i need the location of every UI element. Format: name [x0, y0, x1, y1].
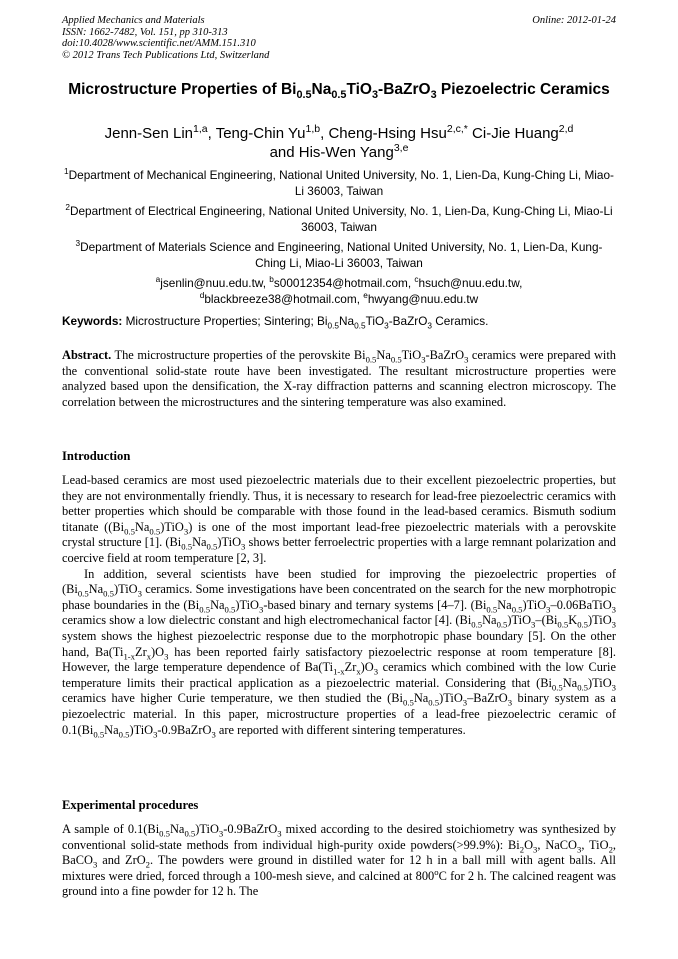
- section-heading-introduction: Introduction: [62, 449, 131, 463]
- online-date: Online: 2012-01-24: [532, 15, 616, 26]
- email-link[interactable]: hsuch@nuu.edu.tw: [418, 276, 520, 290]
- author-name: His-Wen Yang: [298, 144, 394, 161]
- author-list: Jenn-Sen Lin$^{1,a}$, Teng-Chin Yu$^{1,b}$, Cheng-Hsing Hsu$^{2,c,*}$ Ci-Jie Huang$^{2,d}$ and His-Wen Yang$^{3,e}$: [104, 123, 574, 161]
- author-name: Jenn-Sen Lin: [104, 125, 194, 142]
- journal-copyright: © 2012 Trans Tech Publications Ltd, Switzerland: [62, 49, 270, 61]
- journal-name: Applied Mechanics and Materials: [62, 15, 205, 26]
- affiliation-2: $^2$Department of Electrical Engineering, National United University, No. 1, Lien-Da, Kung-Ching Li, Miao-Li 36003, Taiwan: [65, 203, 613, 234]
- affiliation-1: $^1$Department of Mechanical Engineering, National United University, No. 1, Lien-Da, Kung-Ching Li, Miao-Li 36003, Taiwan: [64, 167, 614, 198]
- paper-title: Microstructure Properties of $Bi_{0.5}Na_{0.5}TiO_3-BaZrO_3$ Piezoelectric Ceramics: [68, 81, 610, 102]
- journal-header: [62, 15, 616, 61]
- email-link[interactable]: blackbreeze38@hotmail.com: [204, 291, 357, 306]
- keywords: Keywords: Microstructure Properties; Sintering; $Bi_{0.5}Na_{0.5}TiO_3-BaZrO_3$ Ceramics.: [62, 314, 489, 331]
- abstract: Abstract. The microstructure properties of the perovskite $Bi_{0.5}Na_{0.5}TiO_3-BaZrO_3$ ceramics were prepared with the conventional solid-state route have been investigated. The resultant microstructure properties were analyzed based upon the densification, the X-ray diffraction patterns and scanning electron microscopy. The correlation between the microstructures and the sintering temperature was also examined.: [62, 348, 616, 409]
- section-heading-experimental: Experimental procedures: [62, 798, 199, 812]
- journal-issn: ISSN: 1662-7482, Vol. 151, pp 310-313: [62, 26, 228, 38]
- experimental-body: A sample of $0.1(Bi_{0.5}Na_{0.5})TiO_3-0.9BaZrO_3$ mixed according to the desired stoichiometry was synthesized by conventional solid-state methods from individual high-purity oxide powders(>99.9%): $Bi_2O_3$, NaCO$_3$, TiO$_2$, BaCO$_3$ and ZrO$_2$. The powders were ground in distilled water for 12 h in a ball mill with agent balls. All mixtures were dried, forced through a 100-mesh sieve, and calcined at 800$^o$C for 2 h. The calcined reagent was ground into a fine powder for 12 h. The: [62, 822, 617, 899]
- email-link[interactable]: hwyang@nuu.edu.tw: [367, 291, 479, 306]
- email-list: $^a$jsenlin@nuu.edu.tw, $^b$s00012354@hotmail.com, $^c$hsuch@nuu.edu.tw, $^d$blackbreeze38@hotmail.com, $^e$hwyang@nuu.edu.tw: [155, 275, 523, 306]
- journal-doi: doi:10.4028/www.scientific.net/AMM.151.310: [62, 38, 256, 50]
- email-link[interactable]: jsenlin@nuu.edu.tw: [160, 276, 263, 290]
- author-name: Ci-Jie Huang: [472, 125, 559, 142]
- author-name: Teng-Chin Yu: [215, 125, 306, 142]
- email-link[interactable]: s00012354@hotmail.com: [273, 276, 408, 290]
- affiliation-3: $^3$Department of Materials Science and Engineering, National United University, No. 1, Lien-Da, Kung-Ching Li, Miao-Li 36003, Taiwan: [75, 239, 603, 270]
- author-name: Cheng-Hsing Hsu: [328, 125, 447, 142]
- introduction-body: Lead-based ceramics are most used piezoelectric materials due to their excellent piezoelectric properties, but they are not environmentally friendly. Thus, it is necessary to research for lead-free piezoelectric ceramics with better properties which should be comparable with those found in the lead-based ceramics. Bismuth sodium titanate $((Bi_{0.5}Na_{0.5})TiO_3)$ is one of the most important lead-free piezoelectric materials with a perovskite crystal structure [1]. $(Bi_{0.5}Na_{0.5})TiO_3$ shows better ferroelectric properties with a large remnant polarization and coercive field at room temperature [2, 3]. In addition, several scientists have been studied for improving the piezoelectric properties of $(Bi_{0.5}Na_{0.5})TiO_3$ ceramics. Some investigations have been concentrated on the search for the new morphotropic phase boundaries in the $(Bi_{0.5}Na_{0.5})TiO_3$-based binary and ternary systems [4–7]. $(Bi_{0.5}Na_{0.5})TiO_3-0.06BaTiO_3$ ceramics show a low dielectric constant and high electromechanical factor [4]. $(Bi_{0.5}Na_{0.5})TiO_3-(Bi_{0.5}K_{0.5})TiO_3$ system shows the highest piezoelectric response due to the morphotropic phase boundary [5]. On the other hand, $Ba(Ti_{1-x}Zr_x)O_3$ has been reported fairly satisfactory piezoelectric response at room temperature [8]. However, the large temperature dependence of $Ba(Ti_{1-x}Zr_x)O_3$ ceramics which combined with the low Curie temperature limits their practical application as a piezoelectric material. Considering that $(Bi_{0.5}Na_{0.5})TiO_3$ ceramics have higher Curie temperature, we then studied the $(Bi_{0.5}Na_{0.5})TiO_3-BaZrO_3$ binary system as a piezoelectric material. In this paper, microstructure properties of a lead-free piezoelectric ceramic of $0.1(Bi_{0.5}Na_{0.5})TiO_3-0.9BaZrO_3$ are reported with different sintering temperatures.: [62, 473, 616, 739]
